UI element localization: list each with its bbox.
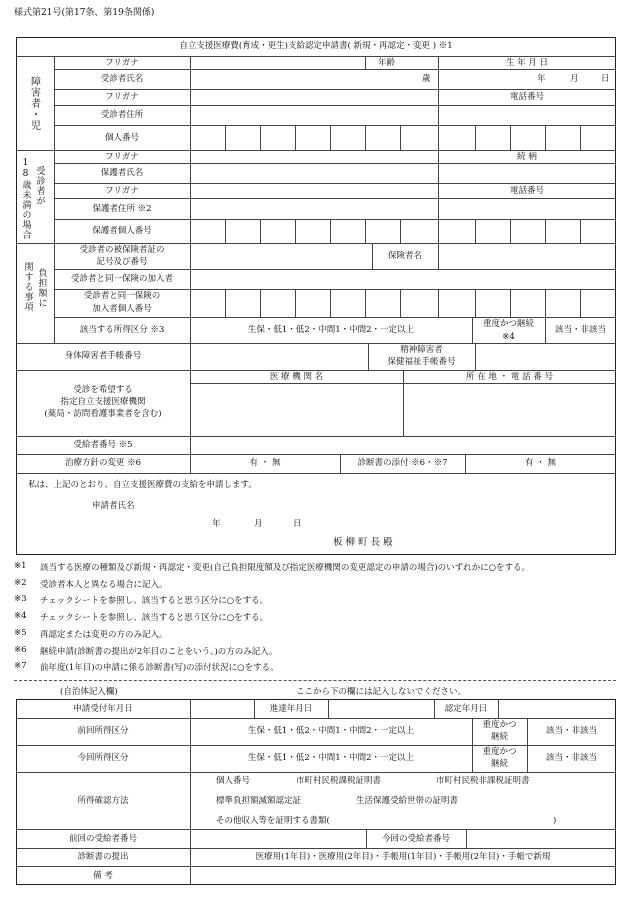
- serious-continuing-options[interactable]: 該当・非該当: [554, 325, 606, 335]
- guardian-name-label: 保護者氏名: [100, 168, 144, 178]
- note-mark: ※6: [14, 645, 27, 655]
- prev-recipient-label: 前回の受給者番号: [68, 834, 137, 844]
- confirm-nontax-certificate[interactable]: 市町村民税非課税証明書: [436, 776, 530, 786]
- guardian-furigana2-label: フリガナ: [105, 186, 139, 196]
- date-month-unit: 月: [254, 519, 263, 529]
- note-mark: ※7: [14, 661, 27, 671]
- serious-continuing-label-2: ※4: [502, 332, 515, 342]
- birth-year-unit: 年: [537, 74, 546, 84]
- note-text: 再認定または変更の方のみ記入。: [40, 630, 168, 640]
- insurer-label: 保険者名: [387, 251, 422, 261]
- relation-label: 続 柄: [517, 152, 537, 162]
- guardian-phone-label: 電話番号: [509, 186, 544, 196]
- date-year-unit: 年: [212, 519, 221, 529]
- curr-serious-label-2: 継続: [490, 759, 508, 769]
- same-insurance-number-label-1: 受診者と同一保険の: [83, 291, 161, 301]
- declaration-text: 私は、上記のとおり、自立支援医療費の支給を申請します。: [28, 480, 257, 490]
- prev-income-label: 前回所得区分: [77, 726, 129, 736]
- progress-date-label: 進達年月日: [269, 704, 313, 714]
- diagnosis-attach-label: 診断書の添付 ※6・※7: [357, 458, 448, 468]
- date-day-unit: 日: [293, 519, 302, 529]
- diagnosis-submit-options[interactable]: 医療用(1年目)・医療用(2年目)・手帳用(1年目)・手帳用(2年目)・手帳で新規: [255, 852, 551, 862]
- patient-furigana-label: フリガナ: [105, 58, 139, 68]
- note-mark: ※4: [14, 611, 27, 621]
- diagnosis-attach-options[interactable]: 有 ・ 無: [525, 458, 556, 468]
- patient-name-label: 受診者氏名: [100, 74, 144, 84]
- institution-label-1: 受診を希望する: [73, 385, 133, 395]
- physical-handbook-label: 身体障害者手帳番号: [64, 351, 142, 361]
- curr-income-label: 今回所得区分: [77, 753, 129, 763]
- note-text: チェックシートを参照し、該当すると思う区分に○をする。: [40, 613, 269, 623]
- note-text: 継続申請(診断書の提出が2年目のことをいう。)の方のみ記入。: [40, 647, 278, 657]
- institution-label-2: 指定自立支援医療機関: [60, 397, 146, 407]
- note-mark: ※2: [14, 578, 27, 588]
- prev-serious-label-1: 重度かつ: [482, 720, 517, 730]
- mental-handbook-label-2: 保健福祉手帳番号: [387, 357, 456, 367]
- prev-serious-label-2: 継続: [490, 732, 508, 742]
- addressee: 板 柳 町 長 殿: [333, 537, 393, 548]
- treatment-change-options[interactable]: 有 ・ 無: [249, 458, 281, 468]
- guardian-address-label: 保護者住所 ※2: [92, 204, 152, 214]
- patient-personal-number-label: 個人番号: [104, 133, 139, 143]
- birth-day-unit: 日: [601, 74, 610, 84]
- note-mark: ※5: [14, 628, 27, 638]
- institution-name-header: 医 療 機 関 名: [269, 372, 324, 382]
- patient-furigana2-label: フリガナ: [105, 92, 139, 102]
- treatment-change-label: 治療方針の変更 ※6: [64, 458, 142, 468]
- note-mark: ※1: [14, 561, 27, 571]
- burden-section-label: 関する事項: [22, 262, 33, 312]
- income-class-options[interactable]: 生保・低1・低2・中間1・中間2・一定以上: [247, 325, 415, 335]
- burden-section-label2: 負担額に: [36, 268, 47, 308]
- patient-section-label: 障害者・児: [28, 76, 40, 131]
- confirm-tax-certificate[interactable]: 市町村民税課税証明書: [296, 776, 382, 786]
- prev-serious-options[interactable]: 該当・非該当: [545, 726, 597, 736]
- confirm-personal-number[interactable]: 個人番号: [216, 776, 251, 786]
- curr-serious-options[interactable]: 該当・非該当: [545, 753, 597, 763]
- age-unit: 歳: [422, 74, 431, 84]
- applicant-name-label: 申請者氏名: [92, 501, 135, 511]
- curr-serious-label-1: 重度かつ: [482, 747, 517, 757]
- age-label: 年齢: [378, 58, 396, 68]
- form-number: 様式第21号(第17条、第19条関係): [14, 8, 155, 18]
- insured-card-label-1: 受診者の被保険者証の: [79, 245, 165, 255]
- note-mark: ※3: [14, 594, 27, 604]
- diagnosis-submit-label: 診断書の提出: [77, 852, 129, 862]
- remarks-label: 備 考: [93, 871, 113, 881]
- birth-month-unit: 月: [570, 74, 579, 84]
- cut-line: [14, 680, 616, 681]
- birth-date-label: 生 年 月 日: [505, 58, 549, 68]
- institution-label-3: (薬局・訪問看護事業者を含む): [44, 409, 162, 419]
- curr-income-options[interactable]: 生保・低1・低2・中間1・中間2・一定以上: [247, 753, 415, 763]
- guardian-personal-number-label: 保護者個人番号: [92, 226, 152, 236]
- guardian-section-label: 18歳未満の場合: [20, 158, 31, 240]
- recipient-number-label: 受給者番号 ※5: [73, 440, 133, 450]
- confirm-reduction-certificate[interactable]: 標準負担額減額認定証: [216, 796, 302, 806]
- form-title: 自立支援医療費(育成・更生)支給認定申請書( 新規・再認定・変更 ) ※1: [179, 41, 453, 51]
- office-header-left: (自治体記入欄): [60, 687, 118, 697]
- confirm-other-documents[interactable]: その他収入等を証明する書類(: [216, 816, 330, 826]
- income-class-label: 該当する所得区分 ※3: [79, 325, 165, 335]
- office-header-right: ここから下の欄には記入しないでください。: [296, 687, 467, 697]
- note-text: チェックシートを参照し、該当すると思う区分に○をする。: [40, 596, 269, 606]
- confirm-other-close: ): [553, 816, 557, 826]
- note-text: 該当する医療の種類及び新規・再認定・変更(自己負担限度額及び指定医療機関の変更認定の申請の場合)のいずれかに○をする。: [40, 563, 531, 573]
- same-insurance-number-label-2: 加入者個人番号: [92, 304, 152, 314]
- approved-date-label: 認定年月日: [444, 704, 488, 714]
- guardian-furigana-label: フリガナ: [105, 152, 139, 162]
- same-insurance-label: 受診者と同一保険の加入者: [70, 274, 173, 284]
- confirm-welfare-certificate[interactable]: 生活保護受給世帯の証明書: [356, 796, 459, 806]
- prev-income-options[interactable]: 生保・低1・低2・中間1・中間2・一定以上: [247, 726, 415, 736]
- note-text: 前年度(1年目)の申請に係る診断書(写)の添付状況に○をする。: [40, 663, 279, 673]
- received-date-label: 申請受付年月日: [73, 704, 133, 714]
- guardian-section-label2: 受診者が: [34, 166, 45, 206]
- note-text: 受診者本人と異なる場合に記入。: [40, 580, 168, 590]
- mental-handbook-label-1: 精神障害者: [400, 345, 443, 355]
- confirm-method-label: 所得確認方法: [77, 796, 129, 806]
- institution-address-header: 所 在 地 ・ 電 話 番 号: [466, 372, 553, 382]
- serious-continuing-label-1: 重度かつ継続: [482, 319, 534, 329]
- curr-recipient-label: 今回の受給者番号: [381, 834, 450, 844]
- patient-address-label: 受診者住所: [100, 110, 144, 120]
- insured-card-label-2: 記号及び番号: [96, 257, 148, 267]
- patient-phone-label: 電話番号: [509, 92, 544, 102]
